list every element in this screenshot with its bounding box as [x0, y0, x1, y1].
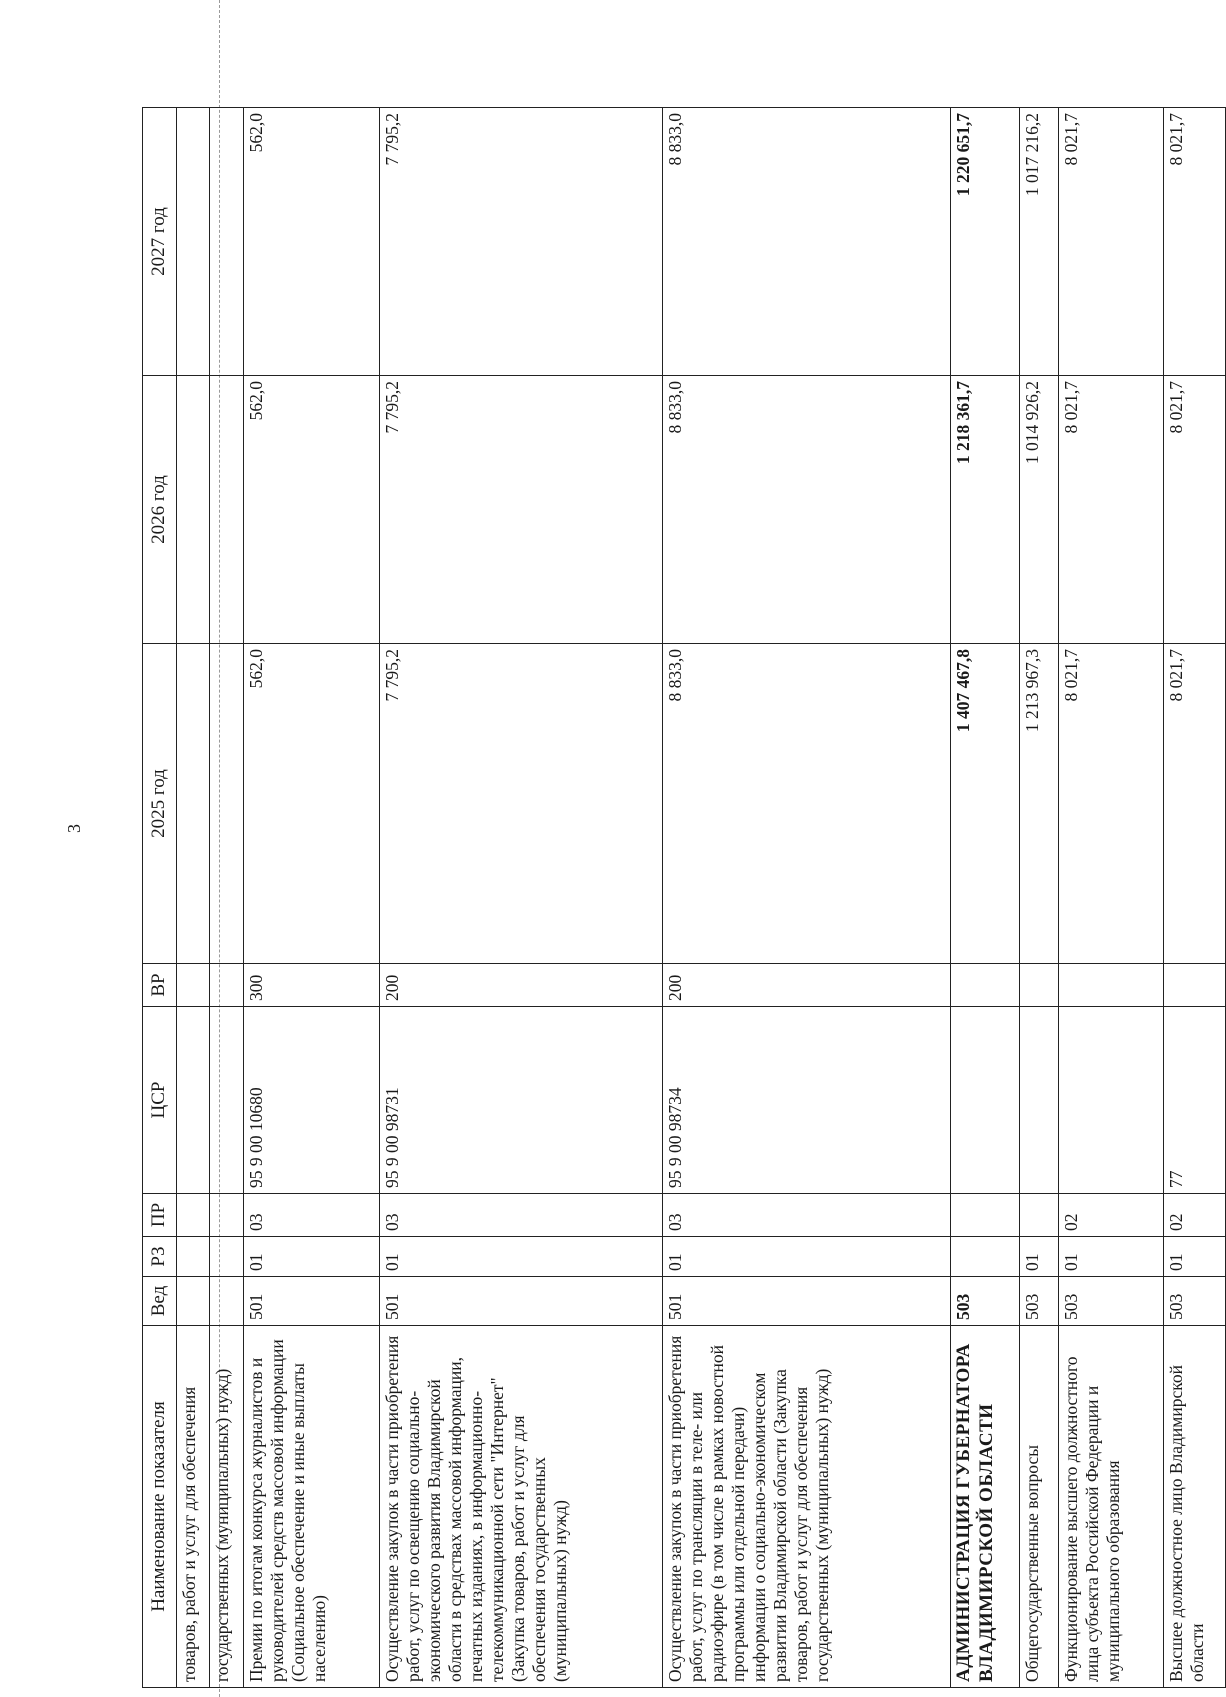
row-2025: 1 213 967,3	[1020, 644, 1059, 964]
row-pr	[210, 1194, 243, 1237]
header-ved: Вед	[143, 1277, 177, 1326]
row-vr	[950, 964, 1019, 1007]
header-2026: 2026 год	[143, 376, 177, 644]
table-row	[210, 108, 243, 1688]
row-2026: 562,0	[243, 376, 379, 644]
row-pr	[177, 1194, 210, 1237]
row-2025: 8 021,7	[1058, 644, 1163, 964]
row-2027	[177, 108, 210, 376]
row-vr	[1020, 964, 1059, 1007]
table-row	[380, 108, 663, 1688]
row-vr: 300	[243, 964, 379, 1007]
row-vr: 200	[380, 964, 663, 1007]
row-rz: 01	[1020, 1237, 1059, 1277]
table-row	[950, 108, 1019, 1688]
row-2025: 7 795,2	[380, 644, 663, 964]
header-2025: 2025 год	[143, 644, 177, 964]
row-ved	[210, 1277, 243, 1326]
rotated-table-sheet	[142, 108, 1226, 1688]
row-pr	[950, 1194, 1019, 1237]
row-rz	[210, 1237, 243, 1277]
row-2025: 8 021,7	[1164, 644, 1226, 964]
row-vr	[177, 964, 210, 1007]
row-csr	[177, 1007, 210, 1194]
row-2026: 8 833,0	[662, 376, 950, 644]
row-2026: 1 014 926,2	[1020, 376, 1059, 644]
table-row	[1058, 108, 1163, 1688]
row-ved: 503	[1164, 1277, 1226, 1326]
row-2027: 8 021,7	[1058, 108, 1163, 376]
row-name: Премии по итогам конкурса журналистов и руководителей средств массовой информации (Социальное обеспечение и иные выплаты населению)	[243, 1326, 379, 1688]
header-rz: РЗ	[143, 1237, 177, 1277]
row-vr	[1058, 964, 1163, 1007]
row-name: Общегосударственные вопросы	[1020, 1326, 1059, 1688]
row-2026	[210, 376, 243, 644]
row-csr: 95 9 00 10680	[243, 1007, 379, 1194]
page-number: 3	[64, 824, 84, 833]
row-2027: 7 795,2	[380, 108, 663, 376]
row-pr	[1020, 1194, 1059, 1237]
row-name: Осуществление закупок в части приобретения работ, услуг по освещению социально-экономического развития Владимирской области в средствах массовой информации, печатных изданиях, в информационно-телекоммуникационной сети "Интернет" (Закупка товаров, работ и услуг для обеспечения государственных (муниципальных) нужд)	[380, 1326, 663, 1688]
budget-table	[142, 107, 1226, 1688]
row-pr: 02	[1164, 1194, 1226, 1237]
row-2025: 1 407 467,8	[950, 644, 1019, 964]
row-2025	[177, 644, 210, 964]
header-pr: ПР	[143, 1194, 177, 1237]
row-2025: 8 833,0	[662, 644, 950, 964]
row-csr	[210, 1007, 243, 1194]
row-2025	[210, 644, 243, 964]
table-row	[1020, 108, 1059, 1688]
row-rz: 01	[662, 1237, 950, 1277]
header-2027: 2027 год	[143, 108, 177, 376]
row-pr: 03	[243, 1194, 379, 1237]
row-rz: 01	[243, 1237, 379, 1277]
row-vr	[210, 964, 243, 1007]
table-header-row	[143, 108, 177, 1688]
row-ved	[177, 1277, 210, 1326]
row-rz: 01	[380, 1237, 663, 1277]
row-name: Осуществление закупок в части приобретения работ, услуг по трансляции в теле- или радиоэфире (в том числе в рамках новостной программы или отдельной передачи) информации о социально-экономическом развитии Владимирской области (Закупка товаров, работ и услуг для обеспечения государственных (муниципальных) нужд)	[662, 1326, 950, 1688]
row-name: Высшее должностное лицо Владимирской области	[1164, 1326, 1226, 1688]
row-ved: 503	[1058, 1277, 1163, 1326]
header-name: Наименование показателя	[143, 1326, 177, 1688]
table-row	[662, 108, 950, 1688]
row-rz: 01	[1058, 1237, 1163, 1277]
table-row	[243, 108, 379, 1688]
row-2027: 8 833,0	[662, 108, 950, 376]
row-rz: 01	[1164, 1237, 1226, 1277]
row-csr: 77	[1164, 1007, 1226, 1194]
row-2026: 7 795,2	[380, 376, 663, 644]
row-rz	[950, 1237, 1019, 1277]
row-2026	[177, 376, 210, 644]
row-csr	[950, 1007, 1019, 1194]
row-vr	[1164, 964, 1226, 1007]
row-2027	[210, 108, 243, 376]
row-pr: 03	[380, 1194, 663, 1237]
row-pr: 02	[1058, 1194, 1163, 1237]
header-vr: ВР	[143, 964, 177, 1007]
row-ved: 503	[950, 1277, 1019, 1326]
row-2026: 8 021,7	[1164, 376, 1226, 644]
table-row	[177, 108, 210, 1688]
row-2027: 562,0	[243, 108, 379, 376]
row-ved: 501	[662, 1277, 950, 1326]
row-name: государственных (муниципальных) нужд)	[210, 1326, 243, 1688]
row-vr: 200	[662, 964, 950, 1007]
row-rz	[177, 1237, 210, 1277]
row-pr: 03	[662, 1194, 950, 1237]
row-ved: 501	[243, 1277, 379, 1326]
row-csr: 95 9 00 98734	[662, 1007, 950, 1194]
row-csr	[1020, 1007, 1059, 1194]
row-2027: 1 220 651,7	[950, 108, 1019, 376]
row-ved: 501	[380, 1277, 663, 1326]
row-csr	[1058, 1007, 1163, 1194]
row-csr: 95 9 00 98731	[380, 1007, 663, 1194]
row-2026: 8 021,7	[1058, 376, 1163, 644]
row-ved: 503	[1020, 1277, 1059, 1326]
table-row	[1164, 108, 1226, 1688]
row-2027: 1 017 216,2	[1020, 108, 1059, 376]
header-csr: ЦСР	[143, 1007, 177, 1194]
row-name: товаров, работ и услуг для обеспечения	[177, 1326, 210, 1688]
row-2027: 8 021,7	[1164, 108, 1226, 376]
row-2025: 562,0	[243, 644, 379, 964]
row-name: АДМИНИСТРАЦИЯ ГУБЕРНАТОРА ВЛАДИМИРСКОЙ ОБЛАСТИ	[950, 1326, 1019, 1688]
row-name: Функционирование высшего должностного лица субъекта Российской Федерации и муниципального образования	[1058, 1326, 1163, 1688]
row-2026: 1 218 361,7	[950, 376, 1019, 644]
